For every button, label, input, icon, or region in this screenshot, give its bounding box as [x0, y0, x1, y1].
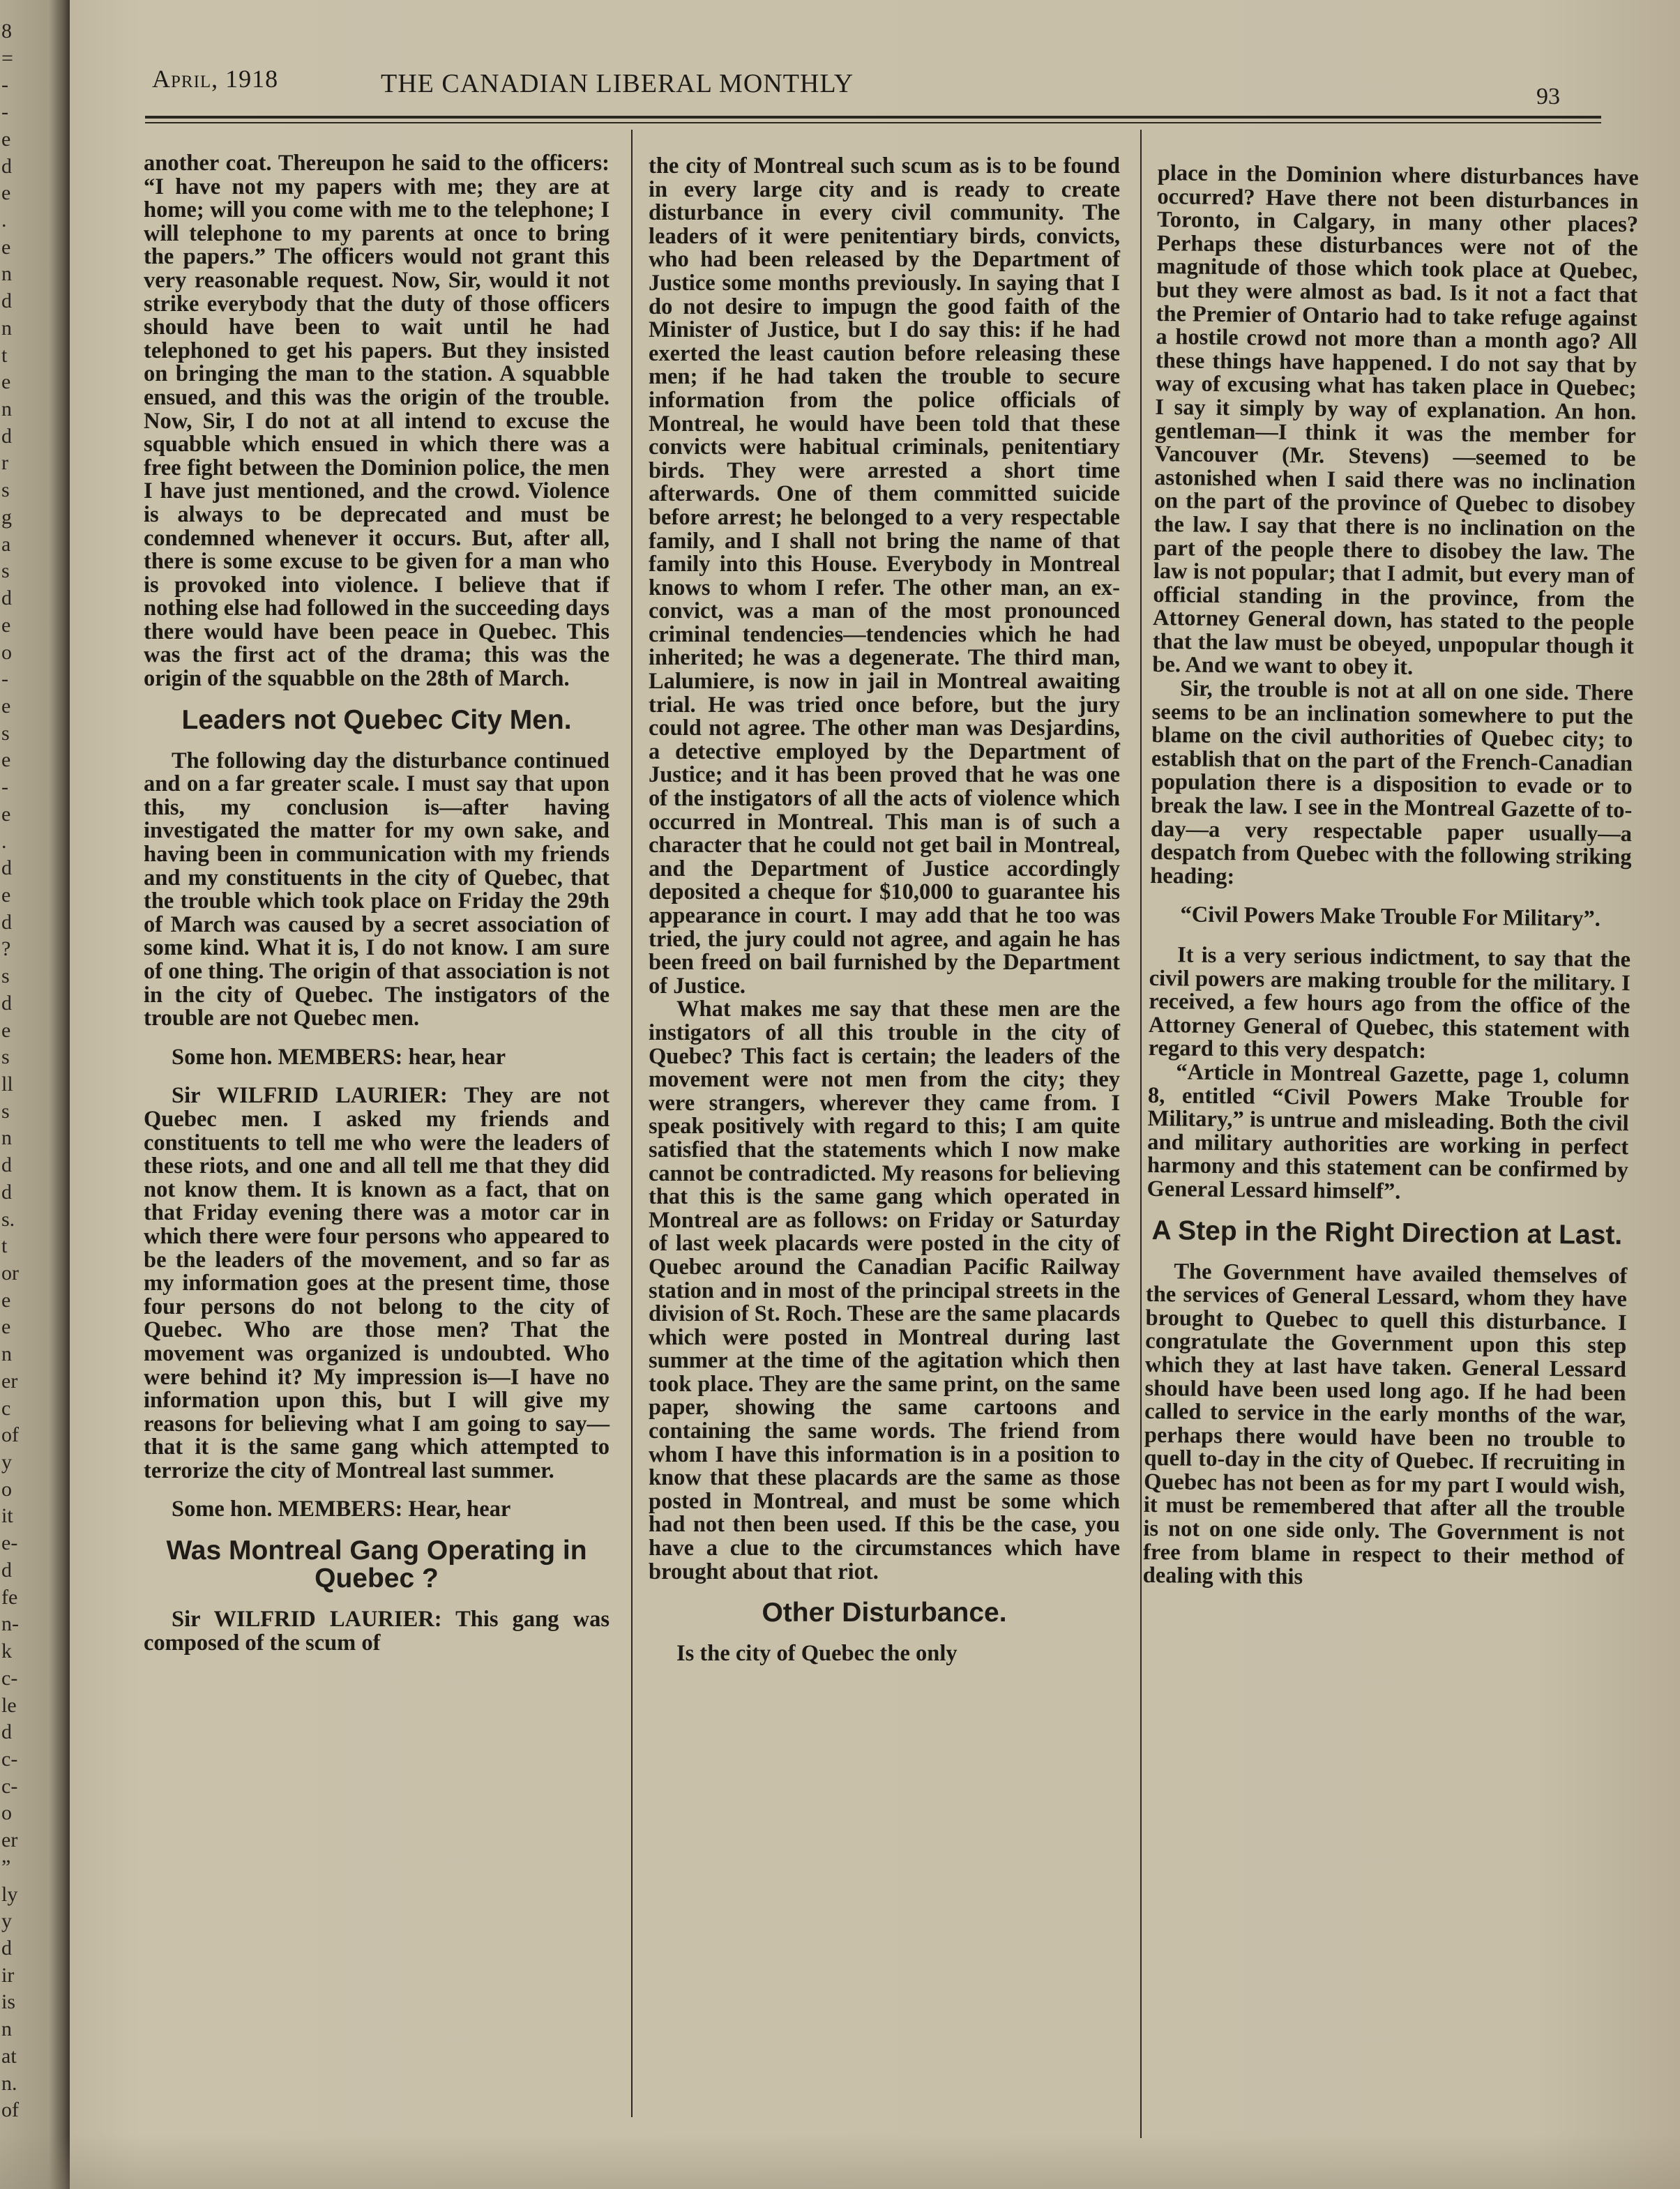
adjacent-page-fragment: r — [1, 451, 8, 474]
adjacent-page-fragment: o — [1, 1801, 12, 1824]
adjacent-page-fragment: - — [1, 73, 8, 96]
adjacent-page-fragment: n — [1, 1342, 12, 1365]
page-bottom-shadow — [0, 2134, 1680, 2189]
adjacent-page-fragment: of — [1, 2098, 19, 2121]
issue-date: April, 1918 — [152, 65, 279, 93]
adjacent-page-fragment: e — [1, 181, 11, 204]
adjacent-page-fragment: d — [1, 1937, 12, 1960]
page-header — [152, 64, 1582, 109]
adjacent-page-fragment: n- — [1, 1612, 19, 1635]
text-column-2 — [649, 155, 1120, 1666]
column-divider-2 — [1140, 130, 1142, 2138]
paragraph: place in the Dominion where disturbances have occurred? Have there not been disturbances in Toronto, in Calgary, in many other places? Perhaps these disturbances were not of the magnitude of those which took place at Quebec, but they were almost as bad. Is it not a fact that the Premier of Ontario had to take refuge against a hostile crowd not more than a month ago? All these things have happened. I do not say that by way of excusing what has taken place in Quebec; I say it simply by way of explanation. An hon. gentleman—I think it was the member for Vancouver (Mr. Stevens) —seemed to be astonished when I said there was no inclination on the part of the province of Quebec to disobey the law. I say that there is no inclination on the part of the people there to disobey the law. The law is not popular; that I admit, but every man of official standing in the province, from the Attorney General down, has stated to the people that the law must be obeyed, unpopular though it be. And we want to obey it. — [1152, 160, 1639, 681]
paragraph: Sir WILFRID LAURIER: This gang was composed of the scum of — [144, 1607, 610, 1656]
adjacent-page-fragment: a — [1, 533, 11, 556]
adjacent-page-fragment: k — [1, 1639, 12, 1662]
adjacent-page-fragment: n — [1, 2017, 12, 2040]
members-interjection: Some hon. MEMBERS: Hear, hear — [172, 1497, 511, 1522]
header-rule — [145, 116, 1601, 119]
adjacent-page-fragment: d — [1, 992, 12, 1015]
adjacent-page-edge — [0, 0, 70, 2189]
section-heading: A Step in the Right Direction at Last. — [1151, 1215, 1623, 1250]
adjacent-page-fragment: t — [1, 1234, 8, 1257]
adjacent-page-fragment: = — [1, 47, 13, 70]
adjacent-page-fragment: s — [1, 1045, 10, 1068]
adjacent-page-fragment: n — [1, 317, 12, 340]
text-column-1 — [144, 152, 610, 1655]
adjacent-page-fragment: ir — [1, 1964, 15, 1987]
adjacent-page-fragment: n — [1, 1126, 12, 1149]
adjacent-page-fragment: is — [1, 1990, 16, 2013]
adjacent-page-fragment: n. — [1, 2072, 17, 2095]
paragraph: Sir, the trouble is not at all on one side. There seems to be an inclination somewhere to put the blame on the civil authorities of Quebec city; to establish that on the part of the French-Canadian population there is a disposition to evade or to break the law. I see in the Montreal Gazette of to-day—a very respectable paper usually—a despatch from Quebec with the following striking heading: — [1150, 676, 1634, 890]
adjacent-page-fragment: n — [1, 262, 12, 285]
adjacent-page-fragment: t — [1, 344, 8, 367]
members-interjection: Some hon. MEMBERS: hear, hear — [172, 1044, 506, 1070]
section-heading: Leaders not Quebec City Men. — [181, 704, 572, 735]
adjacent-page-fragment: s — [1, 559, 10, 582]
quoted-statement: “Article in Montreal Gazette, page 1, column 8, entitled “Civil Powers Make Trouble for Military,” is untrue and misleading. Both the civil and military authorities are working in perfect harmony and this statement can be confirmed by General Lessard himself”. — [1147, 1059, 1630, 1204]
adjacent-page-fragment: n — [1, 397, 12, 421]
section-heading: Was Montreal Gang Operating in Quebec ? — [166, 1536, 587, 1594]
adjacent-page-fragment: s — [1, 478, 10, 501]
adjacent-page-fragment: e — [1, 1315, 11, 1338]
adjacent-page-fragment: y — [1, 1909, 12, 1932]
adjacent-page-fragment: s. — [1, 1208, 15, 1231]
header-rule-thin — [145, 122, 1601, 123]
adjacent-page-fragment: e — [1, 370, 11, 393]
adjacent-page-fragment: d — [1, 155, 12, 178]
page-number: 93 — [1536, 84, 1560, 109]
section-heading: Other Disturbance. — [762, 1598, 1007, 1628]
adjacent-page-fragment: o — [1, 1478, 12, 1501]
adjacent-page-fragment: c- — [1, 1667, 18, 1690]
adjacent-page-fragment: e — [1, 695, 11, 718]
adjacent-page-fragment: s — [1, 722, 10, 745]
adjacent-page-fragment: d — [1, 856, 12, 879]
magazine-page — [70, 0, 1680, 2189]
paragraph: another coat. Thereupon he said to the officers: “I have not my papers with me; they are at home; will you come with me to the telephone; I will telephone to my parents at once to bring the papers.” The officers would not grant this very reasonable request. Now, Sir, would it not strike everybody that the duty of those officers should have been to wait until he had telephoned to get his papers. But they insisted on bringing the man to the station. A squabble ensued, and this was the origin of the trouble. Now, Sir, I do not at all intend to excuse the squabble which ensued in which there was a free fight between the Dominion police, the men I have just mentioned, and the crowd. Violence is always to be deprecated and must be condemned whenever it occurs. But, after all, there is some excuse to be given for a man who is provoked into violence. I believe that if nothing else had followed in the succeeding days there would have been peace in Quebec. This was the first act of the drama; this was the origin of the squabble on the 28th of March. — [144, 151, 610, 692]
adjacent-page-fragment: - — [1, 775, 8, 798]
adjacent-page-fragment: er — [1, 1828, 18, 1851]
paragraph: The following day the disturbance continued and on a far greater scale. I must say that upon this, my conclusion is—after having investigated the matter for my own sake, and having been in communication with my friends and my constituents in the city of Quebec, that the trouble which took place on Friday the 29th of March was caused by a secret association of some kind. What it is, I do not know. I am sure of one thing. The origin of that association is not in the city of Quebec. The instigators of the trouble are not Quebec men. — [144, 748, 610, 1031]
adjacent-page-fragment: d — [1, 425, 12, 448]
adjacent-page-fragment: e — [1, 1019, 11, 1042]
adjacent-page-fragment: e — [1, 803, 11, 826]
adjacent-page-fragment: c- — [1, 1748, 18, 1771]
adjacent-page-fragment: y — [1, 1451, 12, 1474]
adjacent-page-fragment: le — [1, 1694, 17, 1717]
adjacent-page-fragment: ? — [1, 937, 11, 960]
adjacent-page-fragment: . — [1, 209, 7, 232]
adjacent-page-fragment: e — [1, 236, 11, 259]
adjacent-page-fragment: d — [1, 1181, 12, 1204]
adjacent-page-fragment: d — [1, 1559, 12, 1582]
adjacent-page-fragment: d — [1, 586, 12, 609]
column-divider-1 — [631, 130, 633, 2117]
adjacent-page-fragment: d — [1, 911, 12, 934]
adjacent-page-fragment: c- — [1, 1775, 18, 1798]
paragraph: Is the city of Quebec the only — [676, 1641, 958, 1667]
paragraph: It is a very serious indictment, to say that the civil powers are making trouble for the military. I received, a few hours ago from the office of the Attorney General of Quebec, this statement with regard to this very despatch: — [1148, 942, 1631, 1064]
text-column-3 — [1143, 162, 1639, 1593]
adjacent-page-fragment: e — [1, 748, 11, 771]
adjacent-page-fragment: - — [1, 667, 8, 690]
paragraph: What makes me say that these men are the instigators of all this trouble in the city of Quebec? This fact is certain; the leaders of the movement were not men from the city; they were strangers, wherever they came from. I speak positively with regard to this; I am quite satisfied that the statements which I now make cannot be contradicted. My reasons for believing that this is the same gang which operated in Montreal are as follows: on Friday or Saturday of last week placards were posted in the city of Quebec around the Canadian Pacific Railway station and in most of the principal streets in the division of St. Roch. These are the same placards which were posted in Montreal during last summer at the time of the agitation which then took place. They are the same print, on the same paper, showing the same cartoons and containing the same words. The friend from whom I have this information is in a position to know that these placards are the same as those posted in Montreal, and must be some which had not then been used. If this be the case, you have a clue to the circumstances which have brought about that riot. — [649, 997, 1120, 1584]
paragraph: The Government have availed themselves of the services of General Lessard, whom they have brought to Quebec to quell this disturbance. I congratulate the Government upon this step which they at last have taken. General Lessard should have been used long ago. If he had been called to service in the early months of the war, perhaps there would have been no trouble to quell to-day in the city of Quebec. If recruiting in Quebec has not been as for my part I would wish, it must be remembered that after all the trouble is not on one side only. The Government is not free from blame in respect to their method of dealing with this — [1142, 1258, 1628, 1590]
adjacent-page-fragment: e — [1, 884, 11, 907]
adjacent-page-fragment: ly — [1, 1883, 18, 1906]
adjacent-page-fragment: er — [1, 1370, 18, 1393]
adjacent-page-fragment: or — [1, 1262, 19, 1285]
adjacent-page-fragment: ll — [1, 1073, 13, 1096]
adjacent-page-fragment: e — [1, 614, 11, 637]
publication-title: THE CANADIAN LIBERAL MONTHLY — [381, 69, 854, 98]
quoted-headline: “Civil Powers Make Trouble For Military”. — [1180, 902, 1601, 932]
adjacent-page-fragment: e — [1, 1289, 11, 1312]
adjacent-page-fragment: at — [1, 2045, 17, 2068]
adjacent-page-fragment: s — [1, 964, 10, 987]
paragraph: Sir WILFRID LAURIER: They are not Quebec men. I asked my friends and constituents to tell me who were the leaders of these riots, and one and all tell me that they did not know them. It is known as a fact, that on that Friday evening there was a motor car in which there were four persons who appeared to be the leaders of the movement, and so far as my information goes at the present time, those four persons do not belong to the city of Quebec. Who are those men? That the movement was organized is undoubted. Who were behind it? My impression is—I have no information upon this, but I will give my reasons for believing what I am going to say—that it is the same gang which attempted to terrorize the city of Montreal last summer. — [144, 1083, 610, 1483]
adjacent-page-fragment: . — [1, 830, 7, 853]
adjacent-page-fragment: e — [1, 128, 11, 151]
adjacent-page-fragment: o — [1, 641, 12, 664]
adjacent-page-fragment: e- — [1, 1531, 18, 1554]
adjacent-page-fragment: it — [1, 1504, 13, 1527]
adjacent-page-fragment: g — [1, 506, 12, 529]
adjacent-page-fragment: s — [1, 1100, 10, 1123]
adjacent-page-fragment: c — [1, 1397, 11, 1420]
adjacent-page-fragment: - — [1, 100, 8, 123]
adjacent-page-fragment: 8 — [1, 20, 12, 43]
adjacent-page-fragment: fe — [1, 1586, 18, 1609]
paragraph: the city of Montreal such scum as is to be found in every large city and is ready to create disturbance in every civil community. The leaders of it were penitentiary birds, convicts, who had been released by the Department of Justice some months previously. In saying that I do not desire to impugn the good faith of the Minister of Justice, but I do say this: if he had exerted the least caution before releasing these men; if he had taken the trouble to secure information from the police officials of Montreal, he would have been told that these convicts were habitual criminals, penitentiary birds. They were arrested a short time afterwards. One of them committed suicide before arrest; he belonged to a very respectable family, and I shall not bring the name of that family into this House. Everybody in Montreal knows to whom I refer. The other man, an ex-convict, was a man of the most pronounced criminal tendencies—tendencies which he had inherited; he was a degenerate. The third man, Lalumiere, is now in jail in Montreal awaiting trial. He was tried once before, but the jury could not agree. The other man was Desjardins, a detective employed by the Department of Justice; and it has been proved that he was one of the instigators of all the acts of violence which occurred in Montreal. This man is of such a character that he could not get bail in Montreal, and the Department of Justice accordingly deposited a cheque for $10,000 to guarantee his appearance in court. I may add that he too was tried, the jury could not agree, and again he has been freed on bail furnished by the Department of Justice. — [649, 153, 1120, 999]
adjacent-page-fragment: d — [1, 1153, 12, 1176]
adjacent-page-fragment: d — [1, 289, 12, 312]
adjacent-page-fragment: of — [1, 1423, 19, 1446]
adjacent-page-fragment: d — [1, 1720, 12, 1743]
adjacent-page-fragment: ” — [1, 1856, 11, 1879]
